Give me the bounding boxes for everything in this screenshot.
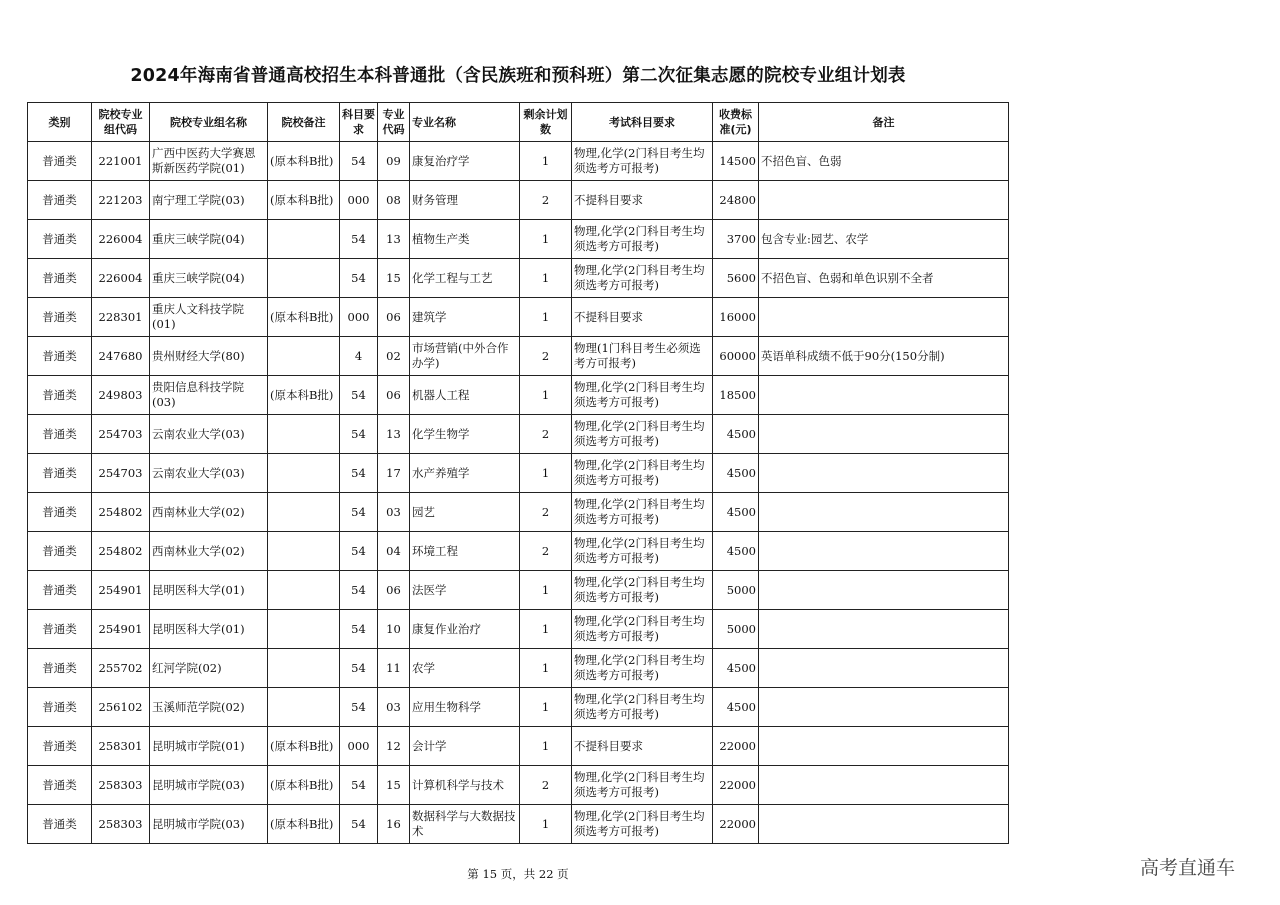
table-row — [28, 727, 1009, 766]
cell-group-name: 昆明城市学院(03) — [150, 766, 268, 805]
cell-remaining: 1 — [520, 688, 572, 727]
cell-group-code: 226004 — [92, 220, 150, 259]
cell-fee: 4500 — [713, 688, 759, 727]
table-header-row — [28, 103, 1009, 142]
cell-remark: 不招色盲、色弱和单色识别不全者 — [759, 259, 1009, 298]
header-category: 类别 — [28, 103, 92, 142]
cell-major-code: 12 — [378, 727, 410, 766]
cell-subject-req-code: 54 — [340, 142, 378, 181]
table-row — [28, 454, 1009, 493]
cell-remark — [759, 688, 1009, 727]
cell-remaining: 2 — [520, 532, 572, 571]
cell-fee: 22000 — [713, 727, 759, 766]
cell-remark — [759, 610, 1009, 649]
cell-group-code: 249803 — [92, 376, 150, 415]
cell-group-name: 西南林业大学(02) — [150, 532, 268, 571]
cell-category: 普通类 — [28, 532, 92, 571]
cell-major-name: 化学工程与工艺 — [410, 259, 520, 298]
cell-group-code: 226004 — [92, 259, 150, 298]
cell-group-name: 玉溪师范学院(02) — [150, 688, 268, 727]
cell-school-note: (原本科B批) — [268, 181, 340, 220]
cell-group-name: 昆明城市学院(03) — [150, 805, 268, 844]
cell-fee: 14500 — [713, 142, 759, 181]
cell-major-name: 市场营销(中外合作办学) — [410, 337, 520, 376]
cell-group-name: 昆明城市学院(01) — [150, 727, 268, 766]
cell-fee: 3700 — [713, 220, 759, 259]
table-row — [28, 493, 1009, 532]
cell-major-code: 02 — [378, 337, 410, 376]
cell-fee: 60000 — [713, 337, 759, 376]
header-exam-req: 考试科目要求 — [572, 103, 713, 142]
cell-school-note — [268, 532, 340, 571]
cell-exam-req: 不提科目要求 — [572, 727, 713, 766]
cell-fee: 4500 — [713, 493, 759, 532]
cell-remaining: 1 — [520, 376, 572, 415]
cell-school-note — [268, 454, 340, 493]
cell-subject-req-code: 4 — [340, 337, 378, 376]
cell-fee: 24800 — [713, 181, 759, 220]
cell-remark — [759, 571, 1009, 610]
header-remaining: 剩余计划数 — [520, 103, 572, 142]
cell-group-name: 重庆人文科技学院(01) — [150, 298, 268, 337]
cell-subject-req-code: 54 — [340, 571, 378, 610]
cell-category: 普通类 — [28, 259, 92, 298]
cell-subject-req-code: 54 — [340, 376, 378, 415]
cell-remaining: 2 — [520, 337, 572, 376]
cell-category: 普通类 — [28, 610, 92, 649]
cell-group-name: 云南农业大学(03) — [150, 415, 268, 454]
cell-major-code: 15 — [378, 259, 410, 298]
cell-remaining: 2 — [520, 766, 572, 805]
cell-subject-req-code: 54 — [340, 259, 378, 298]
cell-major-name: 化学生物学 — [410, 415, 520, 454]
cell-school-note — [268, 337, 340, 376]
header-school-note: 院校备注 — [268, 103, 340, 142]
cell-group-name: 重庆三峡学院(04) — [150, 220, 268, 259]
cell-remark — [759, 298, 1009, 337]
cell-major-code: 17 — [378, 454, 410, 493]
header-remark: 备注 — [759, 103, 1009, 142]
cell-category: 普通类 — [28, 766, 92, 805]
cell-category: 普通类 — [28, 220, 92, 259]
cell-exam-req: 不提科目要求 — [572, 181, 713, 220]
cell-group-code: 255702 — [92, 649, 150, 688]
header-fee: 收费标准(元) — [713, 103, 759, 142]
cell-subject-req-code: 54 — [340, 649, 378, 688]
cell-major-code: 03 — [378, 493, 410, 532]
cell-group-name: 贵州财经大学(80) — [150, 337, 268, 376]
cell-group-name: 广西中医药大学赛恩斯新医药学院(01) — [150, 142, 268, 181]
cell-school-note: (原本科B批) — [268, 766, 340, 805]
cell-category: 普通类 — [28, 142, 92, 181]
header-group-name: 院校专业组名称 — [150, 103, 268, 142]
cell-group-code: 258303 — [92, 805, 150, 844]
cell-category: 普通类 — [28, 337, 92, 376]
cell-exam-req: 物理,化学(2门科目考生均须选考方可报考) — [572, 220, 713, 259]
table-row — [28, 532, 1009, 571]
cell-group-code: 221203 — [92, 181, 150, 220]
cell-subject-req-code: 000 — [340, 298, 378, 337]
cell-major-name: 机器人工程 — [410, 376, 520, 415]
cell-school-note: (原本科B批) — [268, 298, 340, 337]
cell-school-note — [268, 259, 340, 298]
cell-group-name: 云南农业大学(03) — [150, 454, 268, 493]
cell-exam-req: 物理,化学(2门科目考生均须选考方可报考) — [572, 766, 713, 805]
cell-remaining: 1 — [520, 454, 572, 493]
cell-school-note — [268, 649, 340, 688]
cell-subject-req-code: 54 — [340, 454, 378, 493]
cell-subject-req-code: 000 — [340, 181, 378, 220]
table-row — [28, 805, 1009, 844]
table-row — [28, 571, 1009, 610]
cell-major-code: 16 — [378, 805, 410, 844]
cell-fee: 5000 — [713, 571, 759, 610]
cell-remaining: 2 — [520, 181, 572, 220]
cell-group-code: 258303 — [92, 766, 150, 805]
cell-group-code: 221001 — [92, 142, 150, 181]
cell-school-note — [268, 220, 340, 259]
cell-remark: 不招色盲、色弱 — [759, 142, 1009, 181]
cell-major-code: 04 — [378, 532, 410, 571]
cell-school-note: (原本科B批) — [268, 376, 340, 415]
cell-remaining: 1 — [520, 805, 572, 844]
cell-major-name: 康复作业治疗 — [410, 610, 520, 649]
cell-group-code: 254901 — [92, 571, 150, 610]
cell-major-code: 06 — [378, 571, 410, 610]
cell-remaining: 2 — [520, 493, 572, 532]
cell-remaining: 1 — [520, 298, 572, 337]
cell-school-note: (原本科B批) — [268, 727, 340, 766]
cell-group-name: 昆明医科大学(01) — [150, 571, 268, 610]
cell-subject-req-code: 54 — [340, 493, 378, 532]
cell-remaining: 1 — [520, 610, 572, 649]
cell-major-code: 13 — [378, 415, 410, 454]
cell-remark: 包含专业:园艺、农学 — [759, 220, 1009, 259]
cell-group-code: 247680 — [92, 337, 150, 376]
cell-fee: 5600 — [713, 259, 759, 298]
cell-group-name: 昆明医科大学(01) — [150, 610, 268, 649]
cell-remark: 英语单科成绩不低于90分(150分制) — [759, 337, 1009, 376]
cell-category: 普通类 — [28, 376, 92, 415]
cell-fee: 22000 — [713, 766, 759, 805]
table-row — [28, 298, 1009, 337]
cell-category: 普通类 — [28, 727, 92, 766]
table-row — [28, 376, 1009, 415]
cell-group-code: 228301 — [92, 298, 150, 337]
cell-major-name: 数据科学与大数据技术 — [410, 805, 520, 844]
cell-major-name: 环境工程 — [410, 532, 520, 571]
table-row — [28, 142, 1009, 181]
cell-category: 普通类 — [28, 805, 92, 844]
cell-group-code: 254901 — [92, 610, 150, 649]
cell-remark — [759, 649, 1009, 688]
cell-remaining: 1 — [520, 571, 572, 610]
cell-school-note — [268, 493, 340, 532]
cell-group-code: 258301 — [92, 727, 150, 766]
cell-major-name: 计算机科学与技术 — [410, 766, 520, 805]
page-footer: 第 15 页，共 22 页 — [467, 867, 569, 881]
table-row — [28, 610, 1009, 649]
cell-exam-req: 物理,化学(2门科目考生均须选考方可报考) — [572, 532, 713, 571]
table-row — [28, 220, 1009, 259]
cell-fee: 22000 — [713, 805, 759, 844]
cell-exam-req: 物理,化学(2门科目考生均须选考方可报考) — [572, 142, 713, 181]
cell-major-name: 建筑学 — [410, 298, 520, 337]
cell-school-note: (原本科B批) — [268, 142, 340, 181]
cell-remark — [759, 727, 1009, 766]
cell-major-code: 11 — [378, 649, 410, 688]
header-major-name: 专业名称 — [410, 103, 520, 142]
cell-school-note — [268, 415, 340, 454]
cell-group-name: 重庆三峡学院(04) — [150, 259, 268, 298]
table-row — [28, 766, 1009, 805]
cell-major-code: 06 — [378, 298, 410, 337]
cell-exam-req: 物理,化学(2门科目考生均须选考方可报考) — [572, 259, 713, 298]
cell-major-code: 09 — [378, 142, 410, 181]
table-row — [28, 259, 1009, 298]
cell-remark — [759, 181, 1009, 220]
cell-remaining: 2 — [520, 415, 572, 454]
table-row — [28, 181, 1009, 220]
cell-school-note: (原本科B批) — [268, 805, 340, 844]
cell-exam-req: 物理,化学(2门科目考生均须选考方可报考) — [572, 649, 713, 688]
cell-exam-req: 物理,化学(2门科目考生均须选考方可报考) — [572, 415, 713, 454]
cell-subject-req-code: 54 — [340, 688, 378, 727]
cell-exam-req: 物理,化学(2门科目考生均须选考方可报考) — [572, 571, 713, 610]
table-row — [28, 415, 1009, 454]
cell-major-code: 03 — [378, 688, 410, 727]
cell-remaining: 1 — [520, 142, 572, 181]
cell-major-code: 15 — [378, 766, 410, 805]
cell-exam-req: 物理,化学(2门科目考生均须选考方可报考) — [572, 454, 713, 493]
cell-exam-req: 物理,化学(2门科目考生均须选考方可报考) — [572, 493, 713, 532]
cell-group-code: 254802 — [92, 532, 150, 571]
cell-major-name: 康复治疗学 — [410, 142, 520, 181]
cell-subject-req-code: 54 — [340, 415, 378, 454]
cell-remark — [759, 454, 1009, 493]
cell-remaining: 1 — [520, 220, 572, 259]
plan-table — [27, 102, 1009, 844]
cell-fee: 5000 — [713, 610, 759, 649]
watermark-text: 高考直通车 — [1140, 857, 1236, 879]
cell-major-name: 水产养殖学 — [410, 454, 520, 493]
cell-group-code: 254703 — [92, 415, 150, 454]
cell-group-code: 254802 — [92, 493, 150, 532]
cell-fee: 4500 — [713, 649, 759, 688]
table-row — [28, 337, 1009, 376]
cell-exam-req: 物理(1门科目考生必须选考方可报考) — [572, 337, 713, 376]
cell-fee: 4500 — [713, 532, 759, 571]
cell-major-name: 园艺 — [410, 493, 520, 532]
cell-subject-req-code: 54 — [340, 532, 378, 571]
header-major-code: 专业代码 — [378, 103, 410, 142]
page-title: 2024年海南省普通高校招生本科普通批（含民族班和预科班）第二次征集志愿的院校专业组计划表 — [130, 66, 906, 86]
cell-subject-req-code: 54 — [340, 805, 378, 844]
cell-category: 普通类 — [28, 649, 92, 688]
cell-category: 普通类 — [28, 298, 92, 337]
cell-group-name: 西南林业大学(02) — [150, 493, 268, 532]
cell-remaining: 1 — [520, 649, 572, 688]
table-row — [28, 688, 1009, 727]
cell-fee: 4500 — [713, 415, 759, 454]
cell-remaining: 1 — [520, 259, 572, 298]
cell-major-name: 农学 — [410, 649, 520, 688]
cell-group-code: 256102 — [92, 688, 150, 727]
cell-subject-req-code: 54 — [340, 220, 378, 259]
cell-remaining: 1 — [520, 727, 572, 766]
cell-fee: 18500 — [713, 376, 759, 415]
cell-group-name: 红河学院(02) — [150, 649, 268, 688]
cell-major-name: 法医学 — [410, 571, 520, 610]
cell-major-code: 06 — [378, 376, 410, 415]
cell-subject-req-code: 54 — [340, 766, 378, 805]
cell-school-note — [268, 688, 340, 727]
cell-category: 普通类 — [28, 688, 92, 727]
cell-exam-req: 物理,化学(2门科目考生均须选考方可报考) — [572, 805, 713, 844]
cell-remark — [759, 805, 1009, 844]
cell-subject-req-code: 54 — [340, 610, 378, 649]
cell-remark — [759, 532, 1009, 571]
cell-remark — [759, 376, 1009, 415]
cell-major-name: 植物生产类 — [410, 220, 520, 259]
cell-major-code: 13 — [378, 220, 410, 259]
cell-category: 普通类 — [28, 454, 92, 493]
header-subject-req-code: 科目要求 — [340, 103, 378, 142]
cell-school-note — [268, 571, 340, 610]
cell-exam-req: 不提科目要求 — [572, 298, 713, 337]
cell-major-name: 财务管理 — [410, 181, 520, 220]
cell-major-name: 会计学 — [410, 727, 520, 766]
cell-fee: 16000 — [713, 298, 759, 337]
table-row — [28, 649, 1009, 688]
cell-fee: 4500 — [713, 454, 759, 493]
cell-major-name: 应用生物科学 — [410, 688, 520, 727]
header-group-code: 院校专业组代码 — [92, 103, 150, 142]
cell-category: 普通类 — [28, 181, 92, 220]
cell-group-code: 254703 — [92, 454, 150, 493]
cell-exam-req: 物理,化学(2门科目考生均须选考方可报考) — [572, 610, 713, 649]
cell-major-code: 10 — [378, 610, 410, 649]
cell-category: 普通类 — [28, 415, 92, 454]
cell-subject-req-code: 000 — [340, 727, 378, 766]
cell-exam-req: 物理,化学(2门科目考生均须选考方可报考) — [572, 376, 713, 415]
cell-remark — [759, 415, 1009, 454]
cell-category: 普通类 — [28, 493, 92, 532]
cell-group-name: 贵阳信息科技学院(03) — [150, 376, 268, 415]
cell-remark — [759, 766, 1009, 805]
cell-major-code: 08 — [378, 181, 410, 220]
cell-group-name: 南宁理工学院(03) — [150, 181, 268, 220]
cell-category: 普通类 — [28, 571, 92, 610]
cell-remark — [759, 493, 1009, 532]
cell-school-note — [268, 610, 340, 649]
cell-exam-req: 物理,化学(2门科目考生均须选考方可报考) — [572, 688, 713, 727]
